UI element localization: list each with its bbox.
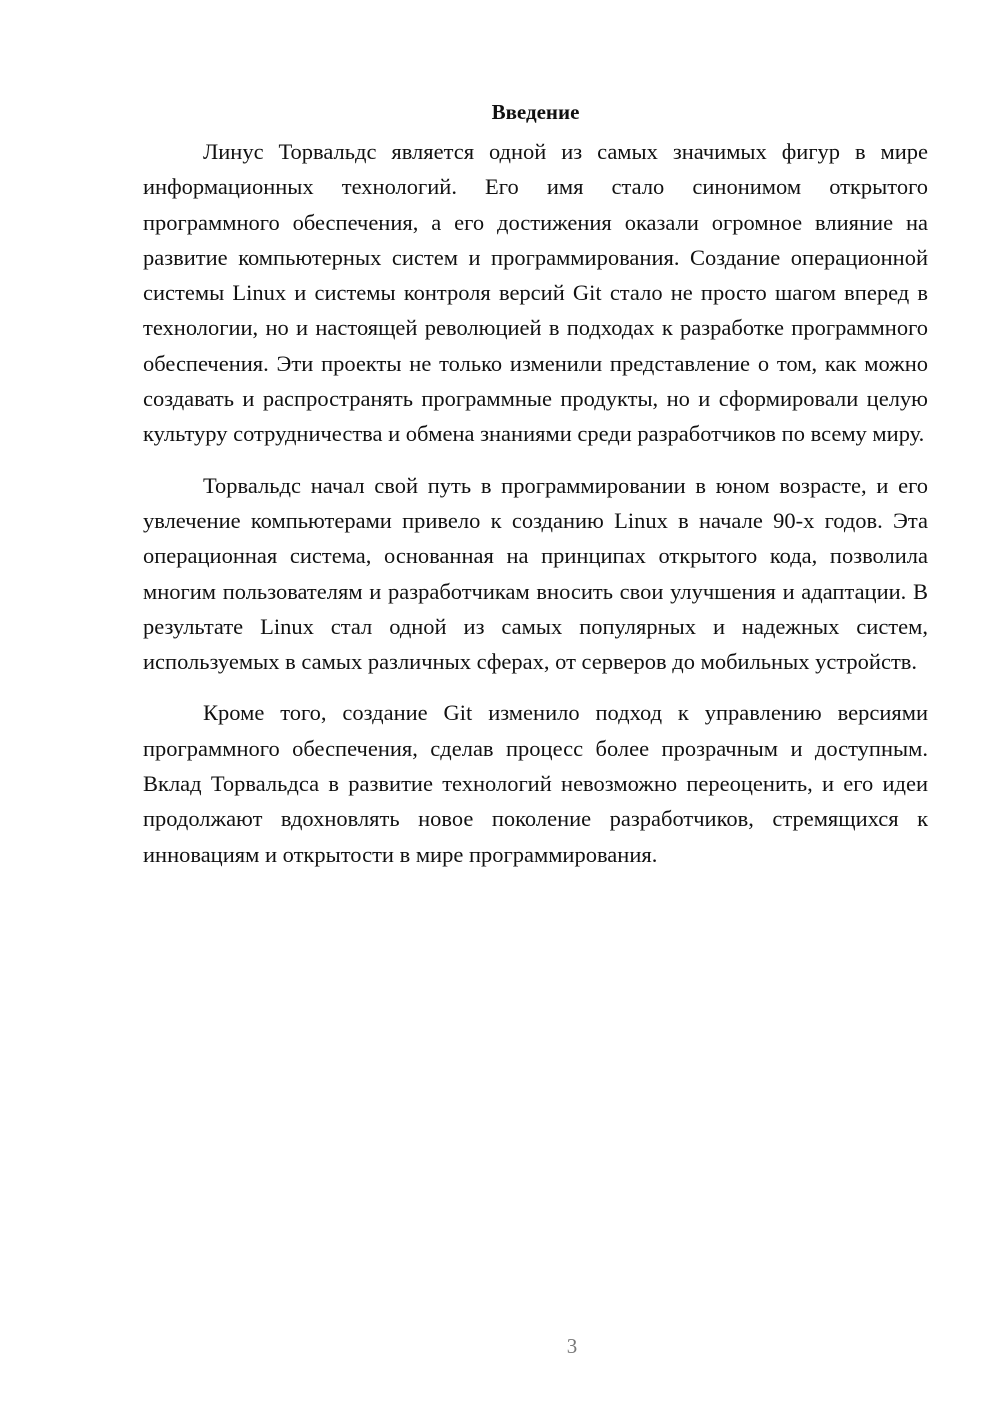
page-number: 3 <box>566 1334 578 1358</box>
page-content <box>143 97 928 888</box>
paragraph-1: Линус Торвальдс является одной из самых значимых фигур в мире информационных технологий. Его имя стало синонимом открытого программного обеспечения, а его достижения оказали огромное влияние на развитие компьютерных систем и программирования. Создание операционной системы Linux и системы контроля версий Git стало не просто шагом вперед в технологии, но и настоящей революцией в подходах к разработке программного обеспечения. Эти проекты не только изменили представление о том, как можно создавать и распространять программные продукты, но и сформировали целую культуру сотрудничества и обмена знаниями среди разработчиков по всему миру. <box>143 139 928 447</box>
paragraph-3: Кроме того, создание Git изменило подход к управлению версиями программного обеспечения, сделав процесс более прозрачным и доступным. Вклад Торвальдса в развитие технологий невозможно переоценить, и его идеи продолжают вдохновлять новое поколение разработчиков, стремящихся к инновациям и открытости в мире программирования. <box>143 700 928 867</box>
section-title: Введение <box>491 100 580 124</box>
paragraph-2: Торвальдс начал свой путь в программировании в юном возрасте, и его увлечение компьютерами привело к созданию Linux в начале 90-х годов. Эта операционная система, основанная на принципах открытого кода, позволила многим пользователям и разработчикам вносить свои улучшения и адаптации. В результате Linux стал одной из самых популярных и надежных систем, используемых в самых различных сферах, от серверов до мобильных устройств. <box>143 472 928 675</box>
